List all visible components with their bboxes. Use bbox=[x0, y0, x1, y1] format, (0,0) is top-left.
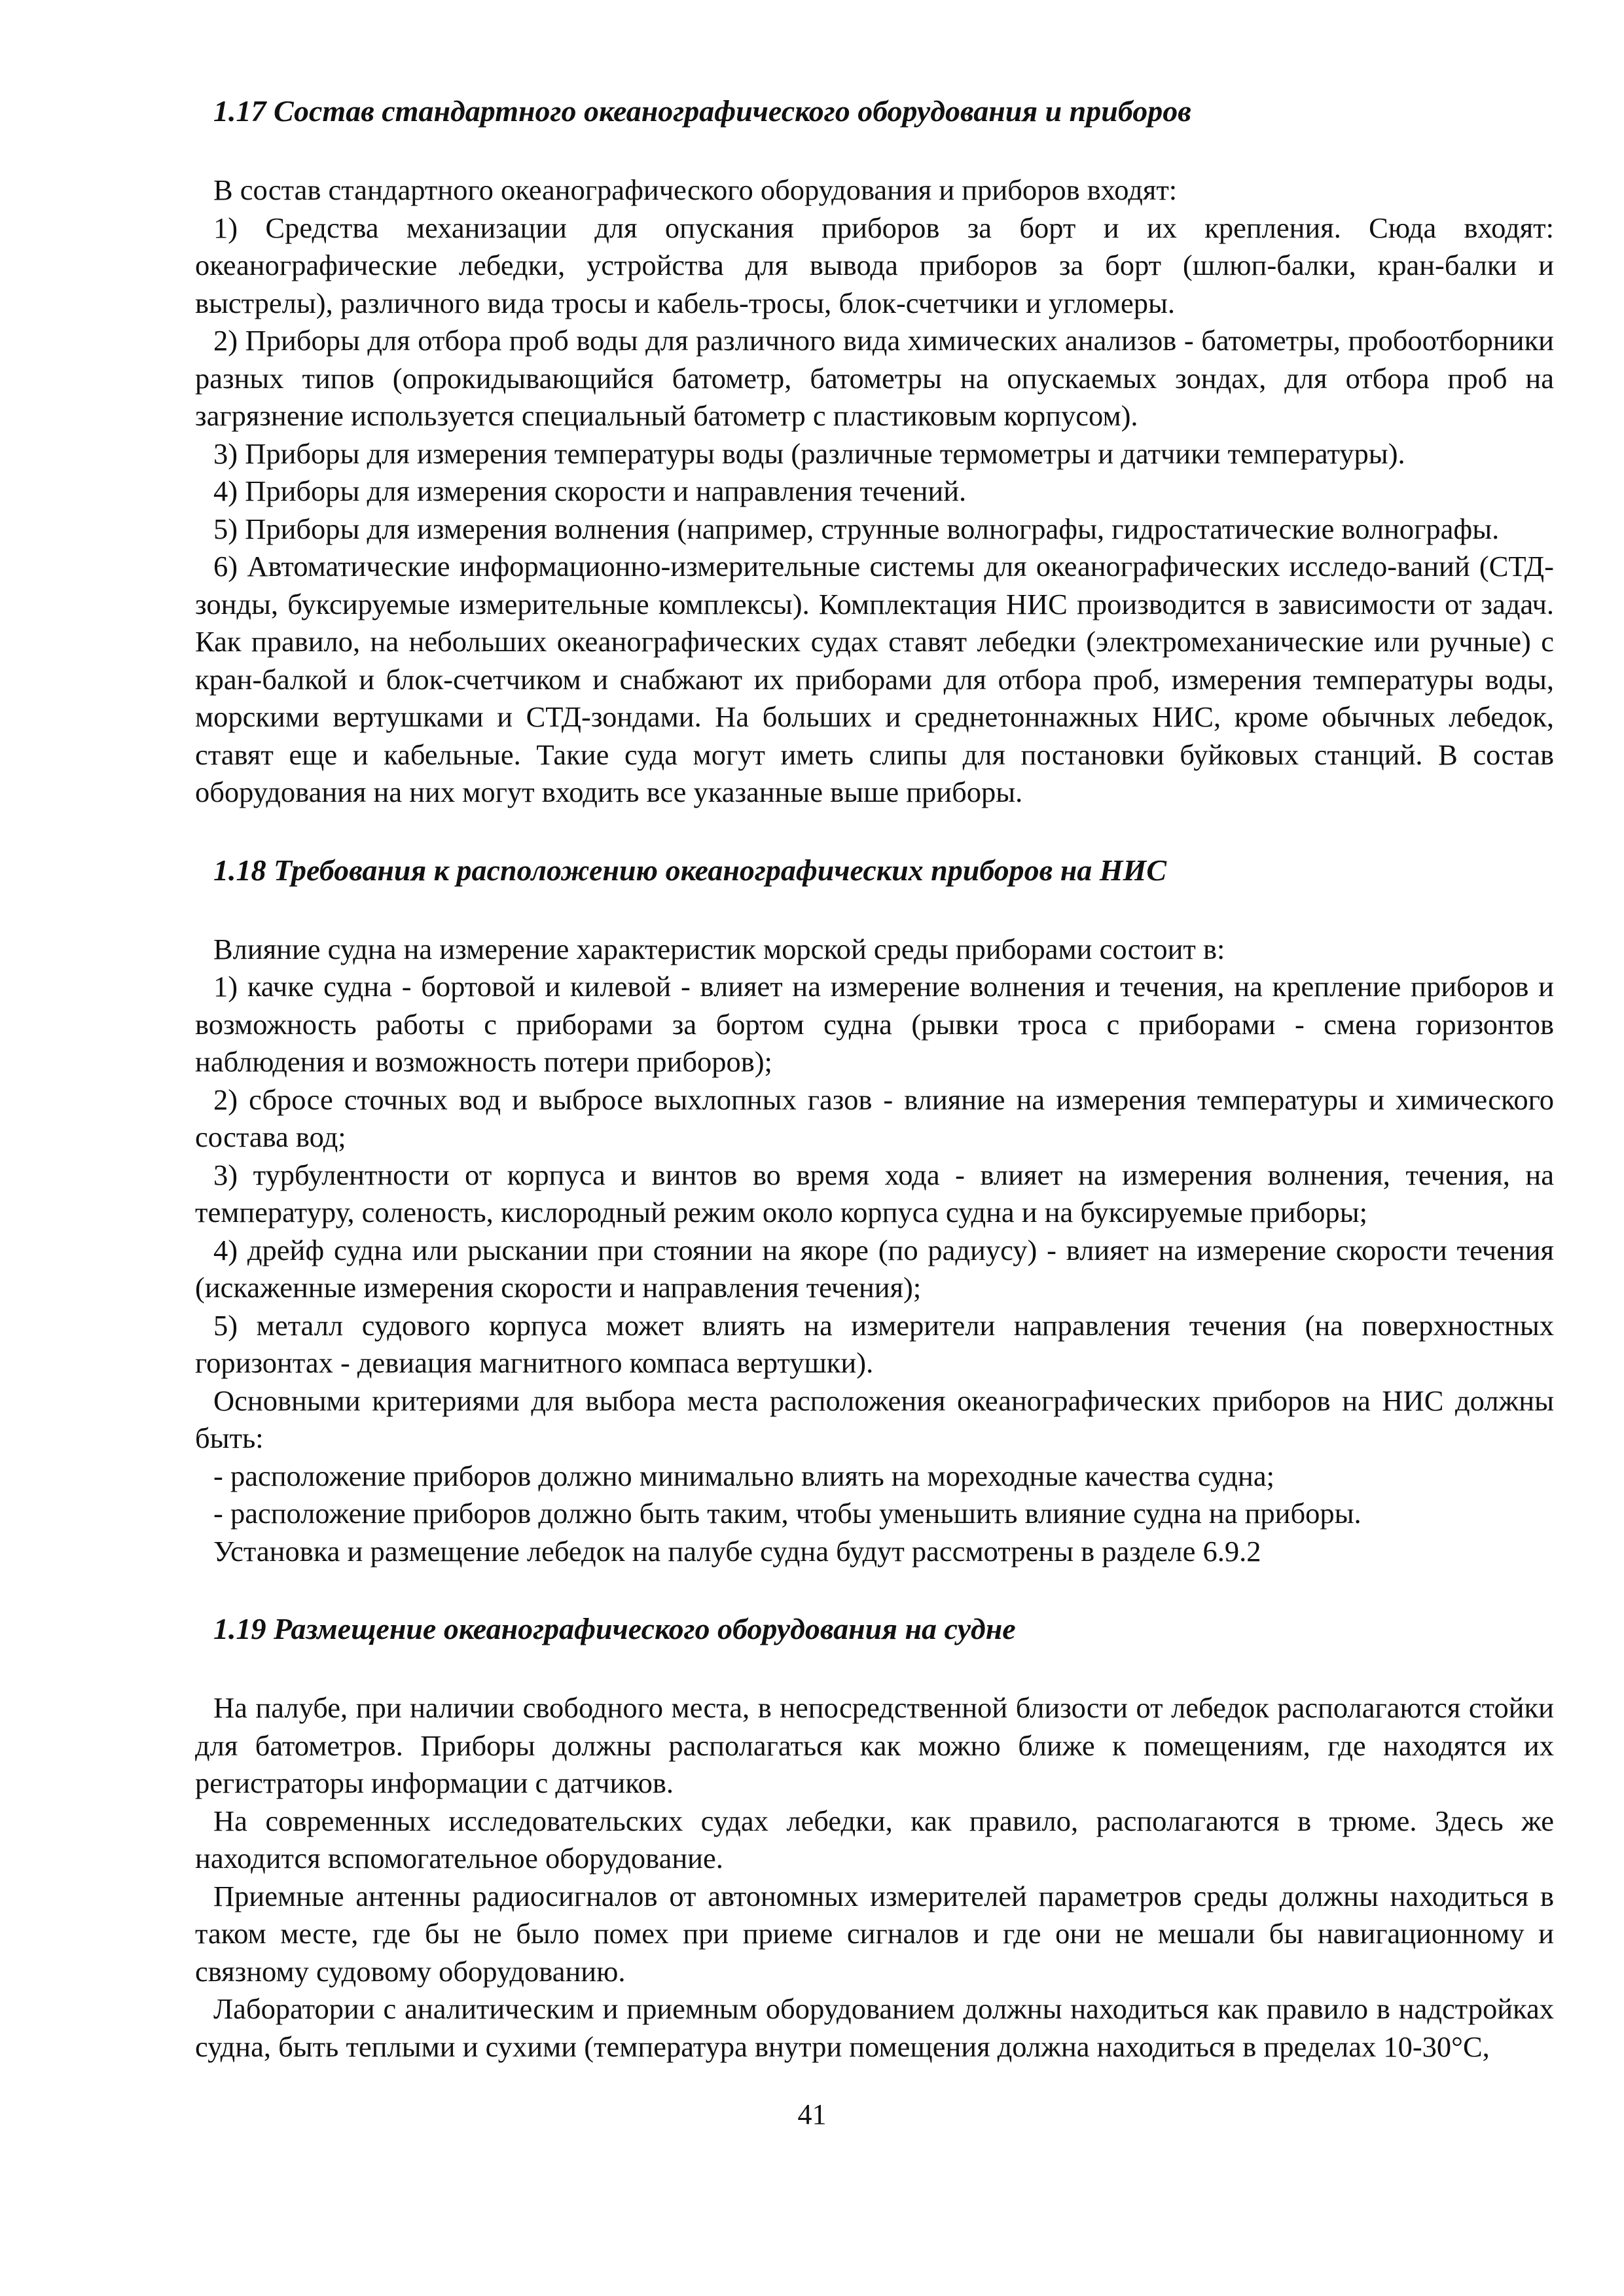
paragraph: Приемные антенны радиосигналов от автономных измерителей параметров среды должны находиться в таком месте, где бы не было помех при приеме сигналов и где они не мешали бы навигационному и связному судовому оборудованию. bbox=[195, 1879, 1554, 1988]
paragraph: На современных исследовательских судах лебедки, как правило, располагаются в трюме. Здесь же находится вспомогательное оборудование. bbox=[195, 1804, 1554, 1874]
paragraph: 4) дрейф судна или рыскании при стоянии на якоре (по радиусу) - влияет на измерение скорости течения (искаженные измерения скорости и направления течения); bbox=[195, 1233, 1554, 1304]
paragraph: 4) Приборы для измерения скорости и направления течений. bbox=[213, 475, 967, 507]
paragraph: 3) Приборы для измерения температуры воды (различные термометры и датчики температуры). bbox=[213, 437, 1405, 470]
page-content bbox=[195, 92, 1554, 2066]
paragraph: На палубе, при наличии свободного места, в непосредственной близости от лебедок располагаются стойки для батометров. Приборы должны располагаться как можно ближе к помещениям, где находятся их регистраторы информации с датчиков. bbox=[195, 1691, 1554, 1799]
paragraph: Основными критериями для выбора места расположения океанографических приборов на НИС должны быть: bbox=[195, 1384, 1554, 1454]
section-heading-1-17: 1.17 Состав стандартного океанографического оборудования и приборов bbox=[213, 94, 1191, 128]
paragraph: 1) Средства механизации для опускания приборов за борт и их крепления. Сюда входят: океанографические лебедки, устройства для вывода приборов за борт (шлюп-балки, кран-балки и выстрелы), различного вида тросы и кабель-тросы, блок-счетчики и угломеры. bbox=[195, 211, 1554, 319]
paragraph: 3) турбулентности от корпуса и винтов во время хода - влияет на измерения волнения, течения, на температуру, соленость, кислородный режим около корпуса судна и на буксируемые приборы; bbox=[195, 1158, 1554, 1229]
paragraph: - расположение приборов должно быть таким, чтобы уменьшить влияние судна на приборы. bbox=[213, 1497, 1362, 1530]
section-heading-1-19: 1.19 Размещение океанографического оборудования на судне bbox=[213, 1612, 1016, 1645]
paragraph: Лаборатории с аналитическим и приемным оборудованием должны находиться как правило в надстройках судна, быть теплыми и сухими (температура внутри помещения должна находиться в пределах 10-30°С, bbox=[195, 1992, 1554, 2063]
paragraph: - расположение приборов должно минимально влиять на мореходные качества судна; bbox=[213, 1459, 1274, 1492]
paragraph: Установка и размещение лебедок на палубе судна будут рассмотрены в разделе 6.9.2 bbox=[213, 1534, 1261, 1568]
paragraph: 5) металл судового корпуса может влиять на измерители направления течения (на поверхностных горизонтах - девиация магнитного компаса вертушки). bbox=[195, 1308, 1554, 1379]
paragraph: В состав стандартного океанографического оборудования и приборов входят: bbox=[213, 173, 1178, 206]
page-number: 41 bbox=[797, 2098, 827, 2130]
paragraph: 6) Автоматические информационно-измерительные системы для океанографических исследо-ваний (СТД-зонды, буксируемые измерительные комплексы). Комплектация НИС производится в зависимости от задач. Как правило, на небольших океанографических судах ставят лебедки (электромеханические или ручные) с кран-балкой и блок-счетчиком и снабжают их приборами для отбора проб, измерения температуры воды, морскими вертушками и СТД-зондами. На больших и среднетоннажных НИС, кроме обычных лебедок, ставят еще и кабельные. Такие суда могут иметь слипы для постановки буйковых станций. В состав оборудования на них могут входить все указанные выше приборы. bbox=[195, 550, 1554, 808]
paragraph: 2) сбросе сточных вод и выбросе выхлопных газов - влияние на измерения температуры и химического состава вод; bbox=[195, 1083, 1554, 1153]
paragraph: Влияние судна на измерение характеристик морской среды приборами состоит в: bbox=[213, 932, 1225, 965]
paragraph: 2) Приборы для отбора проб воды для различного вида химических анализов - батометры, пробоотборники разных типов (опрокидывающийся батометр, батометры на опускаемых зондах, для отбора проб на загрязнение используется специальный батометр с пластиковым корпусом). bbox=[195, 324, 1554, 432]
paragraph: 1) качке судна - бортовой и килевой - влияет на измерение волнения и течения, на крепление приборов и возможность работы с приборами за бортом судна (рывки троса с приборами - смена горизонтов наблюдения и возможность потери приборов); bbox=[195, 970, 1554, 1078]
paragraph: 5) Приборы для измерения волнения (например, струнные волнографы, гидростатические волнографы. bbox=[213, 512, 1500, 545]
section-heading-1-18: 1.18 Требования к расположению океанографических приборов на НИС bbox=[213, 853, 1167, 887]
